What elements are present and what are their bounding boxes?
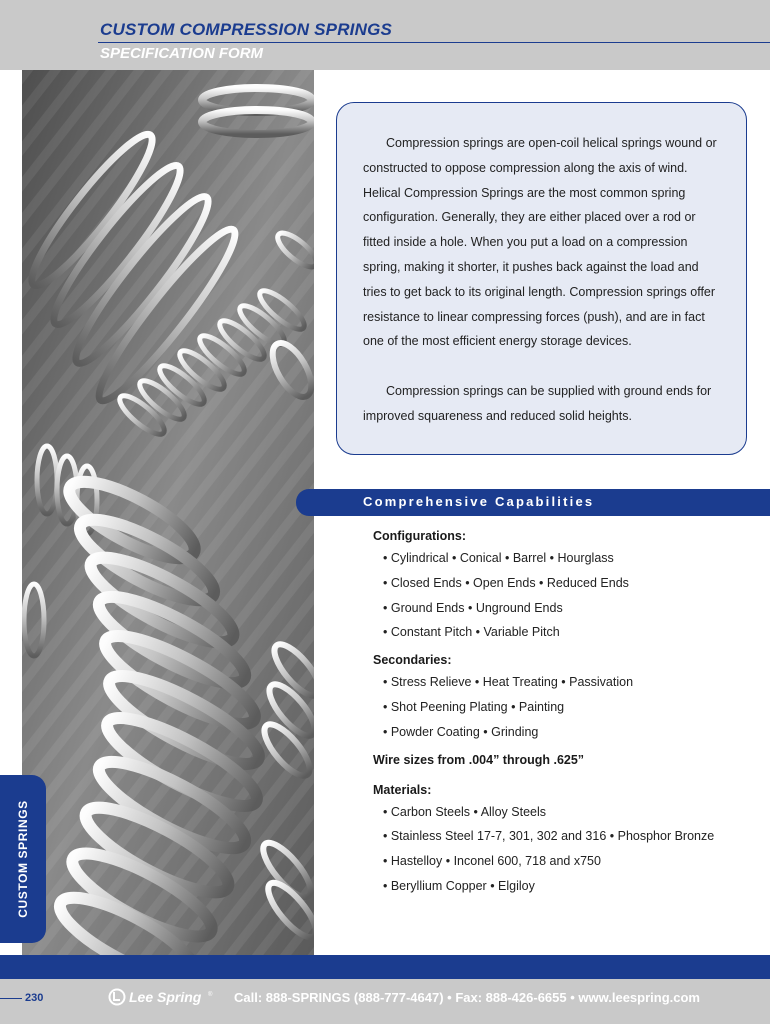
capabilities-list [373, 526, 763, 904]
contact-info: Call: 888-SPRINGS (888-777-4647) • Fax: 888-426-6655 • www.leespring.com [234, 990, 700, 1005]
header-rule [98, 42, 770, 43]
list-item: • Beryllium Copper • Elgiloy [383, 878, 535, 893]
footer-band [0, 955, 770, 979]
lee-spring-logo [108, 987, 216, 1007]
intro-paragraph-1: Compression springs are open-coil helical springs wound or constructed to oppose compression along the axis of wind. Helical Compression Springs are the most common spring configuration. Generally, they are either placed over a rod or fitted inside a hole. When you put a load on a compression spring, making it shorter, it pushes back against the load and tries to get back to its original length. Compression springs offer resistance to linear compressing forces (push), and are in fact one of the most efficient energy storage devices. [363, 136, 717, 349]
configurations-heading: Configurations: [373, 529, 467, 543]
list-item: • Carbon Steels • Alloy Steels [383, 804, 547, 819]
footer [0, 979, 770, 1024]
springs-photo [22, 70, 314, 955]
page-number-rule [0, 998, 22, 999]
side-tab-label: CUSTOM SPRINGS [16, 800, 30, 918]
list-item: • Cylindrical • Conical • Barrel • Hourglass [383, 551, 614, 565]
list-item: • Hastelloy • Inconel 600, 718 and x750 [383, 854, 601, 869]
capabilities-title: Comprehensive Capabilities [363, 494, 595, 509]
intro-box [336, 102, 747, 455]
list-item: • Closed Ends • Open Ends • Reduced Ends [383, 575, 629, 590]
secondaries-heading: Secondaries: [373, 653, 452, 668]
page-subtitle: SPECIFICATION FORM [100, 45, 264, 62]
list-item: • Stress Relieve • Heat Treating • Passivation [383, 675, 634, 690]
wire-sizes: Wire sizes from .004” through .625” [373, 752, 585, 767]
logo-text: Lee Spring [129, 989, 202, 1005]
list-item: • Shot Peening Plating • Painting [383, 699, 565, 714]
svg-text:®: ® [208, 992, 213, 998]
configurations-group [373, 526, 763, 645]
secondaries-group [373, 650, 763, 744]
materials-group [373, 780, 763, 899]
capabilities-title-bar [296, 489, 770, 516]
page-number: 230 [25, 992, 44, 1004]
list-item: • Powder Coating • Grinding [383, 724, 539, 739]
list-item: • Constant Pitch • Variable Pitch [383, 625, 560, 640]
materials-heading: Materials: [373, 782, 432, 797]
list-item: • Ground Ends • Unground Ends [383, 600, 563, 615]
side-tab [0, 775, 46, 943]
page-title: CUSTOM COMPRESSION SPRINGS [100, 20, 393, 39]
intro-paragraph-2: Compression springs can be supplied with ground ends for improved squareness and reduced solid heights. [363, 383, 712, 423]
list-item: • Stainless Steel 17-7, 301, 302 and 316 • Phosphor Bronze [383, 829, 715, 844]
